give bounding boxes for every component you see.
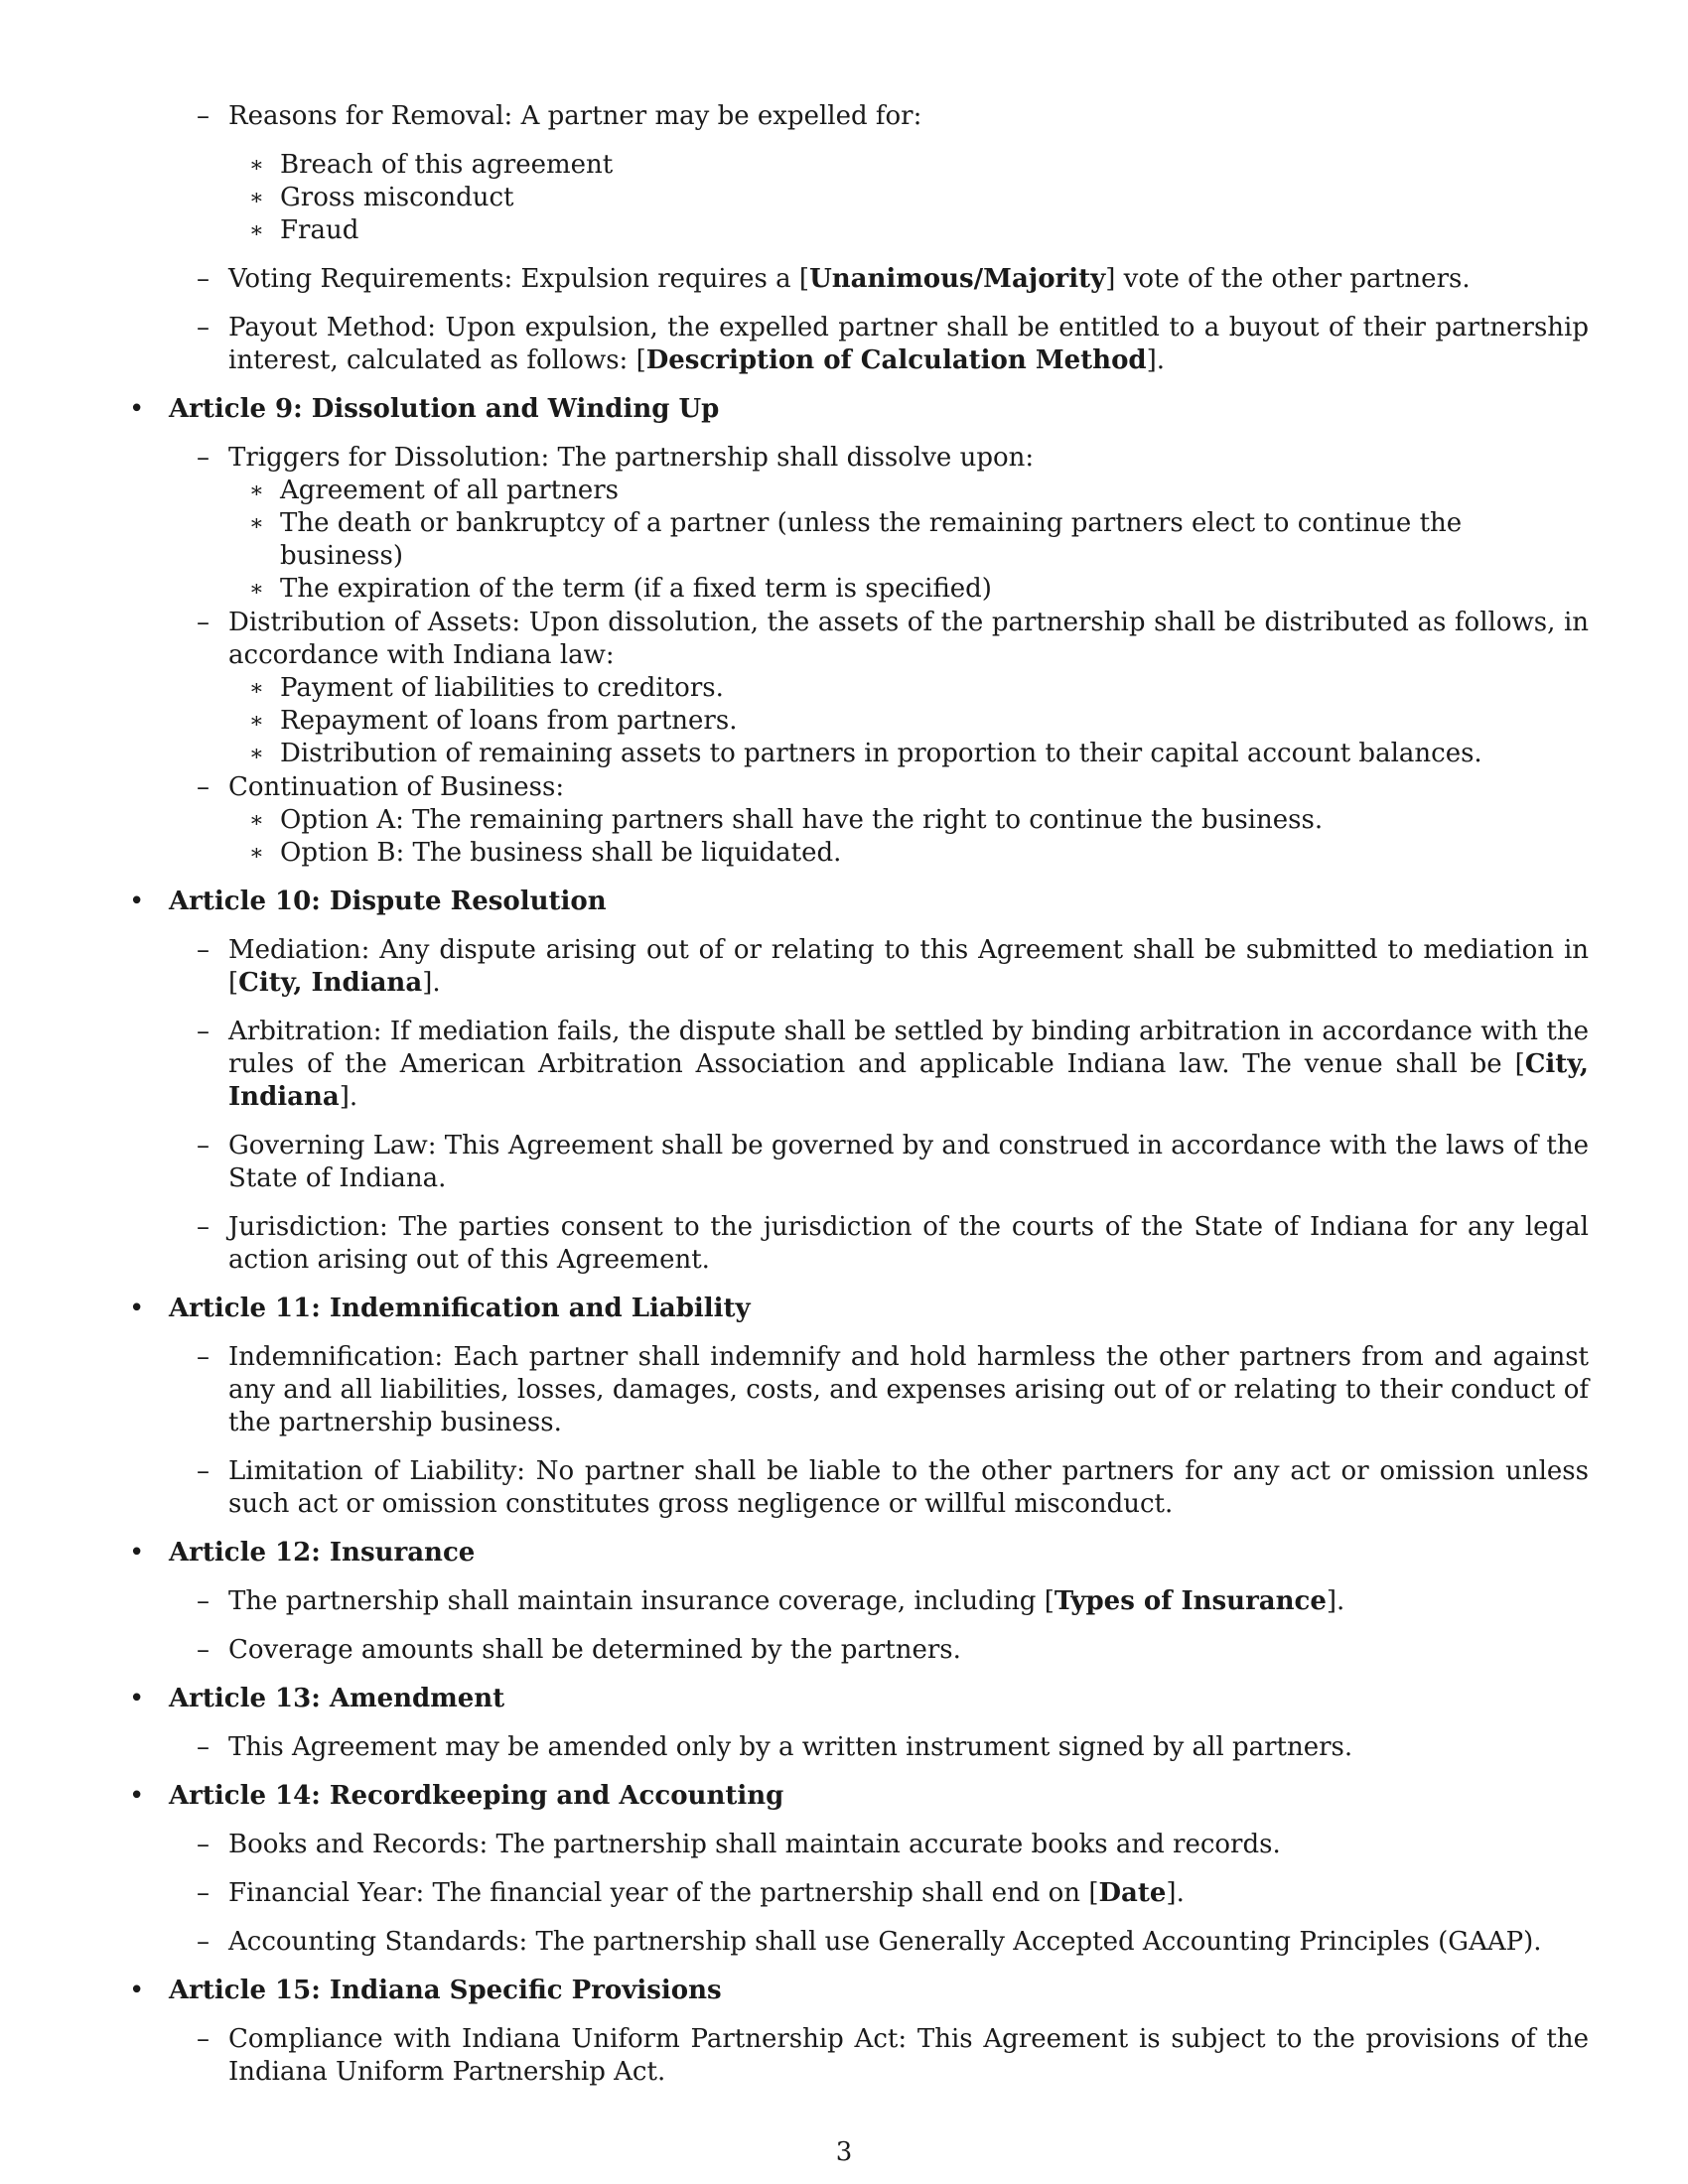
list-item <box>129 507 1589 573</box>
placeholder-field: Unanimous/Majority <box>809 264 1106 294</box>
article-heading <box>129 393 1589 426</box>
article-heading <box>129 1293 1589 1325</box>
article-title: Article 10: Dispute Resolution <box>169 887 607 916</box>
placeholder-field: Date <box>1098 1878 1167 1908</box>
list-item <box>129 804 1589 837</box>
item-text: Fraud <box>280 215 359 245</box>
list-item <box>129 149 1589 182</box>
item-text: The expiration of the term (if a fixed term is specified) <box>280 574 992 604</box>
item-text: Repayment of loans from partners. <box>280 706 738 736</box>
item-text: Breach of this agreement <box>280 150 614 180</box>
list-item <box>129 1877 1589 1910</box>
item-text: ] vote of the other partners. <box>1105 264 1471 294</box>
item-text: Distribution of Assets: Upon dissolution, the assets of the partnership shall be distributed as follows, in accordance with Indiana law: <box>228 608 1589 670</box>
list-item <box>129 1585 1589 1618</box>
list-item <box>129 1211 1589 1277</box>
article-title: Article 9: Dissolution and Winding Up <box>169 394 720 424</box>
item-text: Financial Year: The financial year of the partnership shall end on [ <box>228 1878 1099 1908</box>
list-item <box>129 1829 1589 1861</box>
item-text: Indemnification: Each partner shall indemnify and hold harmless the other partners from and against any and all liabilities, losses, damages, costs, and expenses arising out of or relating to their conduct of the partnership business. <box>228 1342 1589 1437</box>
placeholder-field: City, Indiana <box>228 1049 1589 1112</box>
placeholder-field: City, Indiana <box>238 968 423 998</box>
list-item <box>129 1634 1589 1667</box>
item-text: ]. <box>1326 1586 1345 1616</box>
item-text: Coverage amounts shall be determined by the partners. <box>228 1635 961 1665</box>
list-item <box>129 263 1589 296</box>
list-item <box>129 934 1589 1000</box>
article-title: Article 15: Indiana Specific Provisions <box>169 1976 722 2005</box>
list-item <box>129 1926 1589 1959</box>
list-item <box>129 1016 1589 1114</box>
item-text: Reasons for Removal: A partner may be expelled for: <box>228 101 922 131</box>
article-title: Article 12: Insurance <box>169 1538 476 1568</box>
item-text: ]. <box>339 1082 358 1112</box>
item-text: Triggers for Dissolution: The partnership shall dissolve upon: <box>228 443 1035 473</box>
item-text: Limitation of Liability: No partner shall be liable to the other partners for any act or omission unless such act or omission constitutes gross negligence or willful misconduct. <box>228 1456 1589 1519</box>
item-text: Payment of liabilities to creditors. <box>280 673 724 703</box>
item-text: ]. <box>1166 1878 1185 1908</box>
item-text: Option B: The business shall be liquidated. <box>280 838 842 868</box>
placeholder-field: Types of Insurance <box>1054 1586 1327 1616</box>
list-item <box>129 573 1589 606</box>
list-item <box>129 1130 1589 1195</box>
list-item <box>129 705 1589 738</box>
article-heading <box>129 1975 1589 2007</box>
list-item <box>129 771 1589 804</box>
article-heading <box>129 1537 1589 1570</box>
item-text: This Agreement may be amended only by a written instrument signed by all partners. <box>228 1732 1353 1762</box>
item-text: Accounting Standards: The partnership shall use Generally Accepted Accounting Principles (GAAP). <box>228 1927 1542 1957</box>
agreement-body <box>129 100 1589 2089</box>
item-text: Books and Records: The partnership shall maintain accurate books and records. <box>228 1830 1281 1859</box>
list-item <box>129 2023 1589 2089</box>
list-item <box>129 214 1589 247</box>
item-text: Payout Method: Upon expulsion, the expelled partner shall be entitled to a buyout of their partnership interest, calculated as follows: [ <box>228 313 1589 375</box>
item-text: ]. <box>422 968 441 998</box>
list-item <box>129 738 1589 770</box>
article-title: Article 13: Amendment <box>169 1684 505 1713</box>
item-text: Agreement of all partners <box>280 476 619 505</box>
list-item <box>129 837 1589 870</box>
list-item <box>129 607 1589 672</box>
list-item <box>129 1731 1589 1764</box>
list-item <box>129 1341 1589 1439</box>
list-item <box>129 100 1589 133</box>
item-text: Mediation: Any dispute arising out of or relating to this Agreement shall be submitted to mediation in [ <box>228 935 1589 998</box>
list-item <box>129 182 1589 214</box>
article-heading <box>129 1683 1589 1715</box>
article-heading <box>129 1780 1589 1813</box>
article-title: Article 14: Recordkeeping and Accounting <box>169 1781 784 1811</box>
list-item <box>129 1455 1589 1521</box>
placeholder-field: Description of Calculation Method <box>645 345 1147 375</box>
item-text: ]. <box>1146 345 1166 375</box>
item-text: Continuation of Business: <box>228 772 565 802</box>
item-text: Distribution of remaining assets to partners in proportion to their capital account balances. <box>280 739 1482 768</box>
list-item <box>129 672 1589 705</box>
item-text: Gross misconduct <box>280 183 514 212</box>
item-text: Option A: The remaining partners shall have the right to continue the business. <box>280 805 1324 835</box>
item-text: Governing Law: This Agreement shall be governed by and construed in accordance with the laws of the State of Indiana. <box>228 1131 1589 1193</box>
item-text: Jurisdiction: The parties consent to the jurisdiction of the courts of the State of Indiana for any legal action arising out of this Agreement. <box>228 1212 1589 1275</box>
list-item <box>129 442 1589 475</box>
list-item <box>129 312 1589 377</box>
page-number: 3 <box>835 2137 853 2167</box>
item-text: The death or bankruptcy of a partner (unless the remaining partners elect to continue the business) <box>280 508 1463 571</box>
item-text: Compliance with Indiana Uniform Partnership Act: This Agreement is subject to the provisions of the Indiana Uniform Partnership Act. <box>228 2024 1589 2087</box>
item-text: Arbitration: If mediation fails, the dispute shall be settled by binding arbitration in accordance with the rules of the American Arbitration Association and applicable Indiana law. The venue shall be [ <box>228 1017 1589 1079</box>
article-heading <box>129 886 1589 918</box>
article-title: Article 11: Indemnification and Liability <box>169 1294 751 1323</box>
item-text: Voting Requirements: Expulsion requires a [ <box>228 264 810 294</box>
item-text: The partnership shall maintain insurance coverage, including [ <box>228 1586 1055 1616</box>
list-item <box>129 475 1589 507</box>
